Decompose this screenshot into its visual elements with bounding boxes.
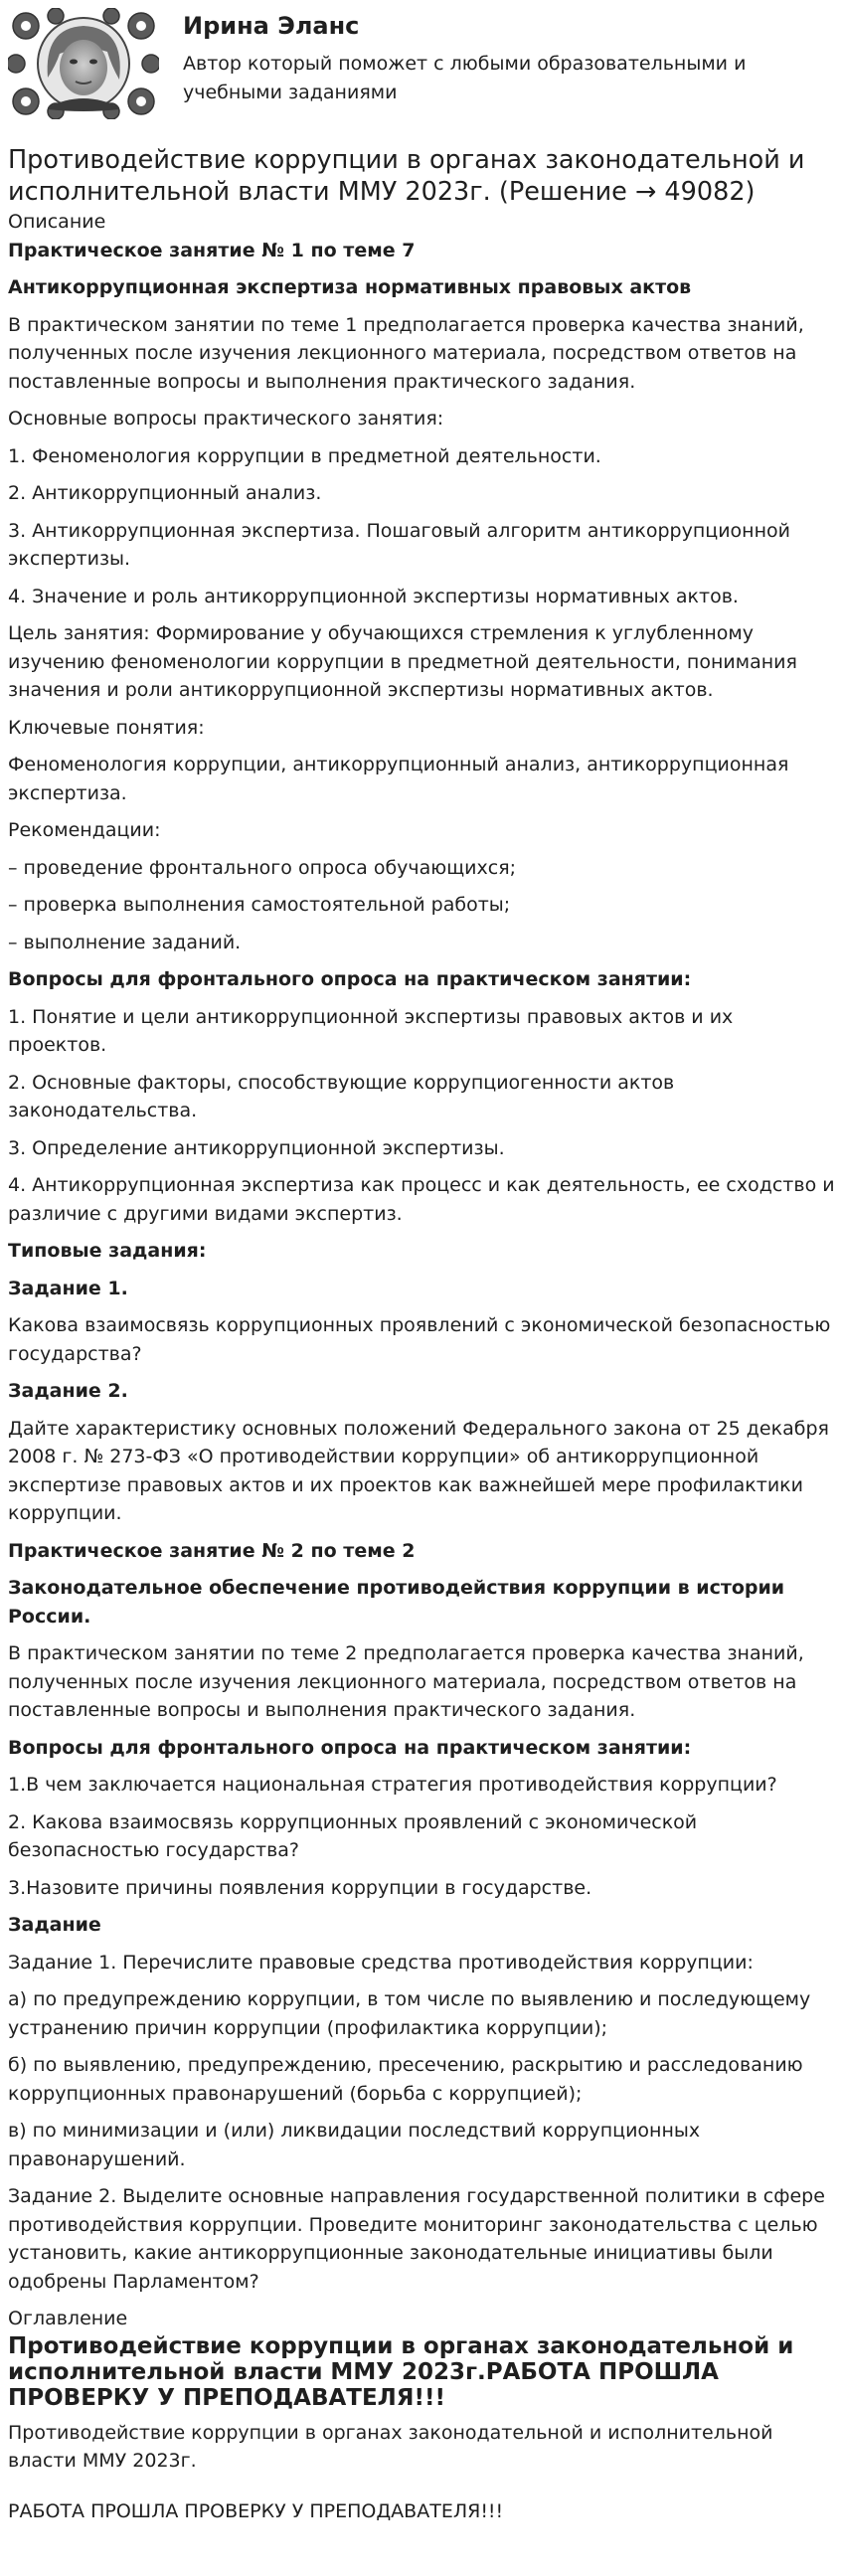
user-avatar-icon[interactable]	[8, 8, 159, 119]
description-paragraph: 2. Какова взаимосвязь коррупционных проявлений с экономической безопасностью государства?	[8, 1810, 698, 1861]
description-paragraph: Какова взаимосвязь коррупционных проявлений с экономической безопасностью государства?	[8, 1314, 831, 1365]
table-of-contents	[8, 2333, 835, 2526]
description-paragraph: Задание 1. Перечислите правовые средства противодействия коррупции:	[8, 1951, 754, 1974]
description-paragraph: В практическом занятии по теме 1 предполагается проверка качества знаний, полученных после изучения лекционного материала, посредством ответов на поставленные вопросы и выполнения практического задания.	[8, 313, 804, 393]
description-paragraph: в) по минимизации и (или) ликвидации последствий коррупционных правонарушений.	[8, 2120, 701, 2170]
description-paragraph: – выполнение заданий.	[8, 931, 242, 953]
description-paragraph: – проверка выполнения самостоятельной работы;	[8, 894, 511, 916]
description-paragraph: 3. Определение антикоррупционной экспертизы.	[8, 1136, 505, 1159]
author-description: Автор который поможет с любыми образовательными и учебными заданиями	[183, 53, 747, 103]
description-label: Описание	[8, 211, 106, 233]
main-content	[8, 145, 835, 2534]
description-heading: Задание 2.	[8, 1380, 128, 1402]
description-paragraph: Задание 2. Выделите основные направления государственной политики в сфере противодействия коррупции. Проведите мониторинг законодательства с целью установить, какие антикоррупционные законодательные инициативы были одобрены Парламентом?	[8, 2185, 825, 2293]
toc-heading: Противодействие коррупции в органах законодательной и исполнительной власти ММУ 2023г.РАБОТА ПРОШЛА ПРОВЕРКУ У ПРЕПОДАВАТЕЛЯ!!!	[8, 2332, 794, 2411]
description-paragraph: Рекомендации:	[8, 819, 161, 841]
description-paragraph: 1.В чем заключается национальная стратегия противодействия коррупции?	[8, 1774, 777, 1796]
description-paragraph: Феноменология коррупции, антикоррупционный анализ, антикоррупционная экспертиза.	[8, 754, 789, 804]
description-paragraph: 3. Антикоррупционная экспертиза. Пошаговый алгоритм антикоррупционной экспертизы.	[8, 519, 790, 570]
description-paragraph: Ключевые понятия:	[8, 716, 205, 739]
description-paragraph: 4. Значение и роль антикоррупционной экспертизы нормативных актов.	[8, 585, 739, 607]
description-paragraph: 2. Антикоррупционный анализ.	[8, 482, 322, 504]
description-heading: Практическое занятие № 1 по теме 7	[8, 239, 416, 261]
description-heading: Задание	[8, 1914, 101, 1936]
description-paragraph: В практическом занятии по теме 2 предполагается проверка качества знаний, полученных после изучения лекционного материала, посредством ответов на поставленные вопросы и выполнения практического задания.	[8, 1642, 804, 1721]
toc-label: Оглавление	[8, 2308, 128, 2329]
description-heading: Типовые задания:	[8, 1240, 207, 1262]
description-heading: Вопросы для фронтального опроса на практическом занятии:	[8, 968, 692, 990]
toc-line: Противодействие коррупции в органах законодательной и исполнительной власти ММУ 2023г.	[8, 2421, 773, 2472]
description-heading: Вопросы для фронтального опроса на практическом занятии:	[8, 1736, 692, 1759]
description-paragraph: Цель занятия: Формирование у обучающихся стремления к углубленному изучению феноменологии коррупции в предметной деятельности, понимания значения и роли антикоррупционной экспертизы нормативных актов.	[8, 622, 797, 701]
description-paragraph: 2. Основные факторы, способствующие коррупциогенности актов законодательства.	[8, 1071, 675, 1121]
description-paragraph: Дайте характеристику основных положений Федерального закона от 25 декабря 2008 г. № 273-ФЗ «О противодействии коррупции» об антикоррупционной экспертизе правовых актов и их проектов как важнейшей мере профилактики коррупции.	[8, 1417, 829, 1524]
description-paragraph: 3.Назовите причины появления коррупции в государстве.	[8, 1876, 592, 1899]
description-heading: Законодательное обеспечение противодействия коррупции в истории России.	[8, 1577, 785, 1628]
description-heading: Антикоррупционная экспертиза нормативных правовых актов	[8, 276, 692, 298]
description-heading: Задание 1.	[8, 1277, 128, 1299]
description-body	[8, 237, 835, 2297]
author-name[interactable]: Ирина Эланс	[183, 12, 360, 40]
description-paragraph: а) по предупреждению коррупции, в том числе по выявлению и последующему устранению причин коррупции (профилактика коррупции);	[8, 1988, 811, 2039]
toc-line: РАБОТА ПРОШЛА ПРОВЕРКУ У ПРЕПОДАВАТЕЛЯ!!!	[8, 2499, 504, 2522]
page-title: Противодействие коррупции в органах законодательной и исполнительной власти ММУ 2023г. (Решение → 49082)	[8, 145, 805, 207]
author-card	[0, 0, 842, 129]
description-paragraph: Основные вопросы практического занятия:	[8, 408, 444, 429]
description-paragraph: – проведение фронтального опроса обучающихся;	[8, 856, 517, 879]
description-paragraph: б) по выявлению, предупреждению, пресечению, раскрытию и расследованию коррупционных правонарушений (борьба с коррупцией);	[8, 2054, 803, 2105]
description-paragraph: 1. Понятие и цели антикоррупционной экспертизы правовых актов и их проектов.	[8, 1005, 734, 1056]
description-paragraph: 1. Феноменология коррупции в предметной деятельности.	[8, 444, 601, 467]
description-paragraph: 4. Антикоррупционная экспертиза как процесс и как деятельность, ее сходство и различие с другими видами экспертиз.	[8, 1174, 835, 1225]
description-heading: Практическое занятие № 2 по теме 2	[8, 1539, 416, 1562]
